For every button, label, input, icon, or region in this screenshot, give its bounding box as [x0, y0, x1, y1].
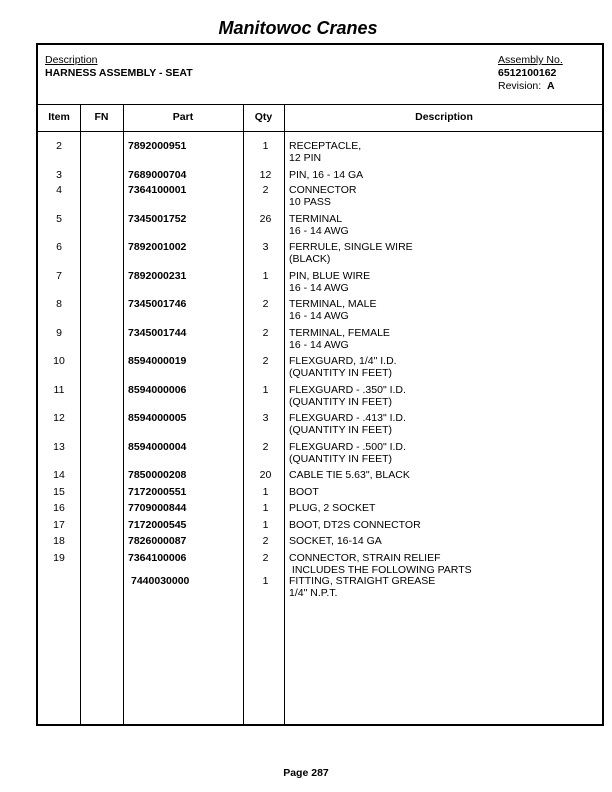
part-cell: 7345001744 — [128, 327, 187, 339]
column-header-qty: Qty — [254, 111, 273, 123]
description-cell: TERMINAL, MALE 16 - 14 AWG — [289, 298, 377, 322]
qty-cell: 1 — [262, 384, 269, 396]
part-cell: 7850000208 — [128, 469, 187, 481]
description-cell: FLEXGUARD - .350" I.D. (QUANTITY IN FEET) — [289, 384, 406, 408]
parts-list-frame — [36, 43, 604, 726]
item-cell: 6 — [56, 241, 62, 253]
qty-cell: 2 — [262, 355, 269, 367]
part-cell: 8594000005 — [128, 412, 187, 424]
qty-cell: 3 — [262, 241, 269, 253]
item-cell: 5 — [56, 213, 62, 225]
description-cell: BOOT, DT2S CONNECTOR — [289, 519, 421, 531]
description-cell: BOOT — [289, 486, 319, 498]
part-cell: 7709000844 — [128, 502, 187, 514]
qty-cell: 2 — [262, 535, 269, 547]
description-cell: CONNECTOR, STRAIN RELIEF INCLUDES THE FOLLOWING PARTS — [289, 552, 472, 576]
part-cell: 7345001746 — [128, 298, 187, 310]
page-number: Page 287 — [283, 767, 329, 779]
item-cell: 4 — [56, 184, 62, 196]
item-cell: 11 — [53, 384, 65, 396]
part-cell: 7364100006 — [128, 552, 187, 564]
column-divider-part — [243, 104, 244, 724]
item-cell: 8 — [56, 298, 62, 310]
description-cell: TERMINAL 16 - 14 AWG — [289, 213, 349, 237]
description-cell: FERRULE, SINGLE WIRE (BLACK) — [289, 241, 413, 265]
item-cell: 3 — [56, 169, 62, 181]
column-divider-fn — [123, 104, 124, 724]
part-cell: 7892001002 — [128, 241, 187, 253]
item-cell: 16 — [53, 502, 65, 514]
item-cell: 15 — [53, 486, 65, 498]
description-value: HARNESS ASSEMBLY - SEAT — [45, 67, 193, 79]
item-cell: 2 — [56, 140, 62, 152]
header-description — [45, 54, 193, 80]
column-divider-item — [80, 104, 81, 724]
qty-cell: 1 — [262, 486, 269, 498]
item-cell: 17 — [53, 519, 65, 531]
item-cell: 9 — [56, 327, 62, 339]
column-divider-qty — [284, 104, 285, 724]
description-cell: PIN, 16 - 14 GA — [289, 169, 364, 181]
part-cell: 7345001752 — [128, 213, 187, 225]
description-cell: SOCKET, 16-14 GA — [289, 535, 382, 547]
item-cell: 7 — [56, 270, 62, 282]
qty-cell: 12 — [259, 169, 272, 181]
qty-cell: 1 — [262, 575, 269, 587]
part-cell: 8594000006 — [128, 384, 187, 396]
part-cell: 8594000019 — [128, 355, 187, 367]
description-cell: FLEXGUARD - .413" I.D. (QUANTITY IN FEET) — [289, 412, 406, 436]
part-cell: 7172000551 — [128, 486, 187, 498]
description-label: Description — [45, 54, 98, 66]
column-header-description: Description — [415, 111, 473, 123]
page-title: Manitowoc Cranes — [218, 18, 378, 38]
revision-value: A — [547, 80, 555, 92]
qty-cell: 1 — [262, 270, 269, 282]
revision-line — [498, 80, 563, 93]
qty-cell: 1 — [262, 140, 269, 152]
item-cell: 12 — [53, 412, 65, 424]
item-cell: 18 — [53, 535, 65, 547]
part-cell: 7892000951 — [128, 140, 187, 152]
revision-label: Revision: — [498, 80, 542, 92]
qty-cell: 1 — [262, 502, 269, 514]
qty-cell: 1 — [262, 519, 269, 531]
qty-cell: 26 — [259, 213, 272, 225]
part-cell: 8594000004 — [128, 441, 187, 453]
qty-cell: 2 — [262, 552, 269, 564]
part-cell: 7826000087 — [128, 535, 187, 547]
item-cell: 10 — [53, 355, 65, 367]
qty-cell: 2 — [262, 327, 269, 339]
description-cell: FLEXGUARD - .500" I.D. (QUANTITY IN FEET) — [289, 441, 406, 465]
description-cell: TERMINAL, FEMALE 16 - 14 AWG — [289, 327, 390, 351]
qty-cell: 3 — [262, 412, 269, 424]
description-cell: CABLE TIE 5.63", BLACK — [289, 469, 410, 481]
description-cell: FITTING, STRAIGHT GREASE 1/4" N.P.T. — [289, 575, 436, 599]
description-cell: CONNECTOR 10 PASS — [289, 184, 357, 208]
assembly-label: Assembly No. — [498, 54, 563, 66]
item-cell: 19 — [53, 552, 65, 564]
qty-cell: 2 — [262, 441, 269, 453]
column-header-fn: FN — [94, 111, 109, 123]
part-cell: 7689000704 — [128, 169, 187, 181]
assembly-value: 6512100162 — [498, 67, 557, 79]
description-cell: PIN, BLUE WIRE 16 - 14 AWG — [289, 270, 371, 294]
part-cell: 7172000545 — [128, 519, 187, 531]
part-cell: 7892000231 — [128, 270, 187, 282]
qty-cell: 2 — [262, 298, 269, 310]
column-header-item: Item — [48, 111, 70, 123]
qty-cell: 2 — [262, 184, 269, 196]
description-cell: PLUG, 2 SOCKET — [289, 502, 376, 514]
item-cell: 14 — [53, 469, 65, 481]
part-cell: 7440030000 — [131, 575, 190, 587]
item-cell: 13 — [53, 441, 65, 453]
part-cell: 7364100001 — [128, 184, 187, 196]
qty-cell: 20 — [259, 469, 272, 481]
description-cell: RECEPTACLE, 12 PIN — [289, 140, 362, 164]
description-cell: FLEXGUARD, 1/4" I.D. (QUANTITY IN FEET) — [289, 355, 397, 379]
header-assembly — [498, 54, 563, 93]
column-header-part: Part — [172, 111, 194, 123]
